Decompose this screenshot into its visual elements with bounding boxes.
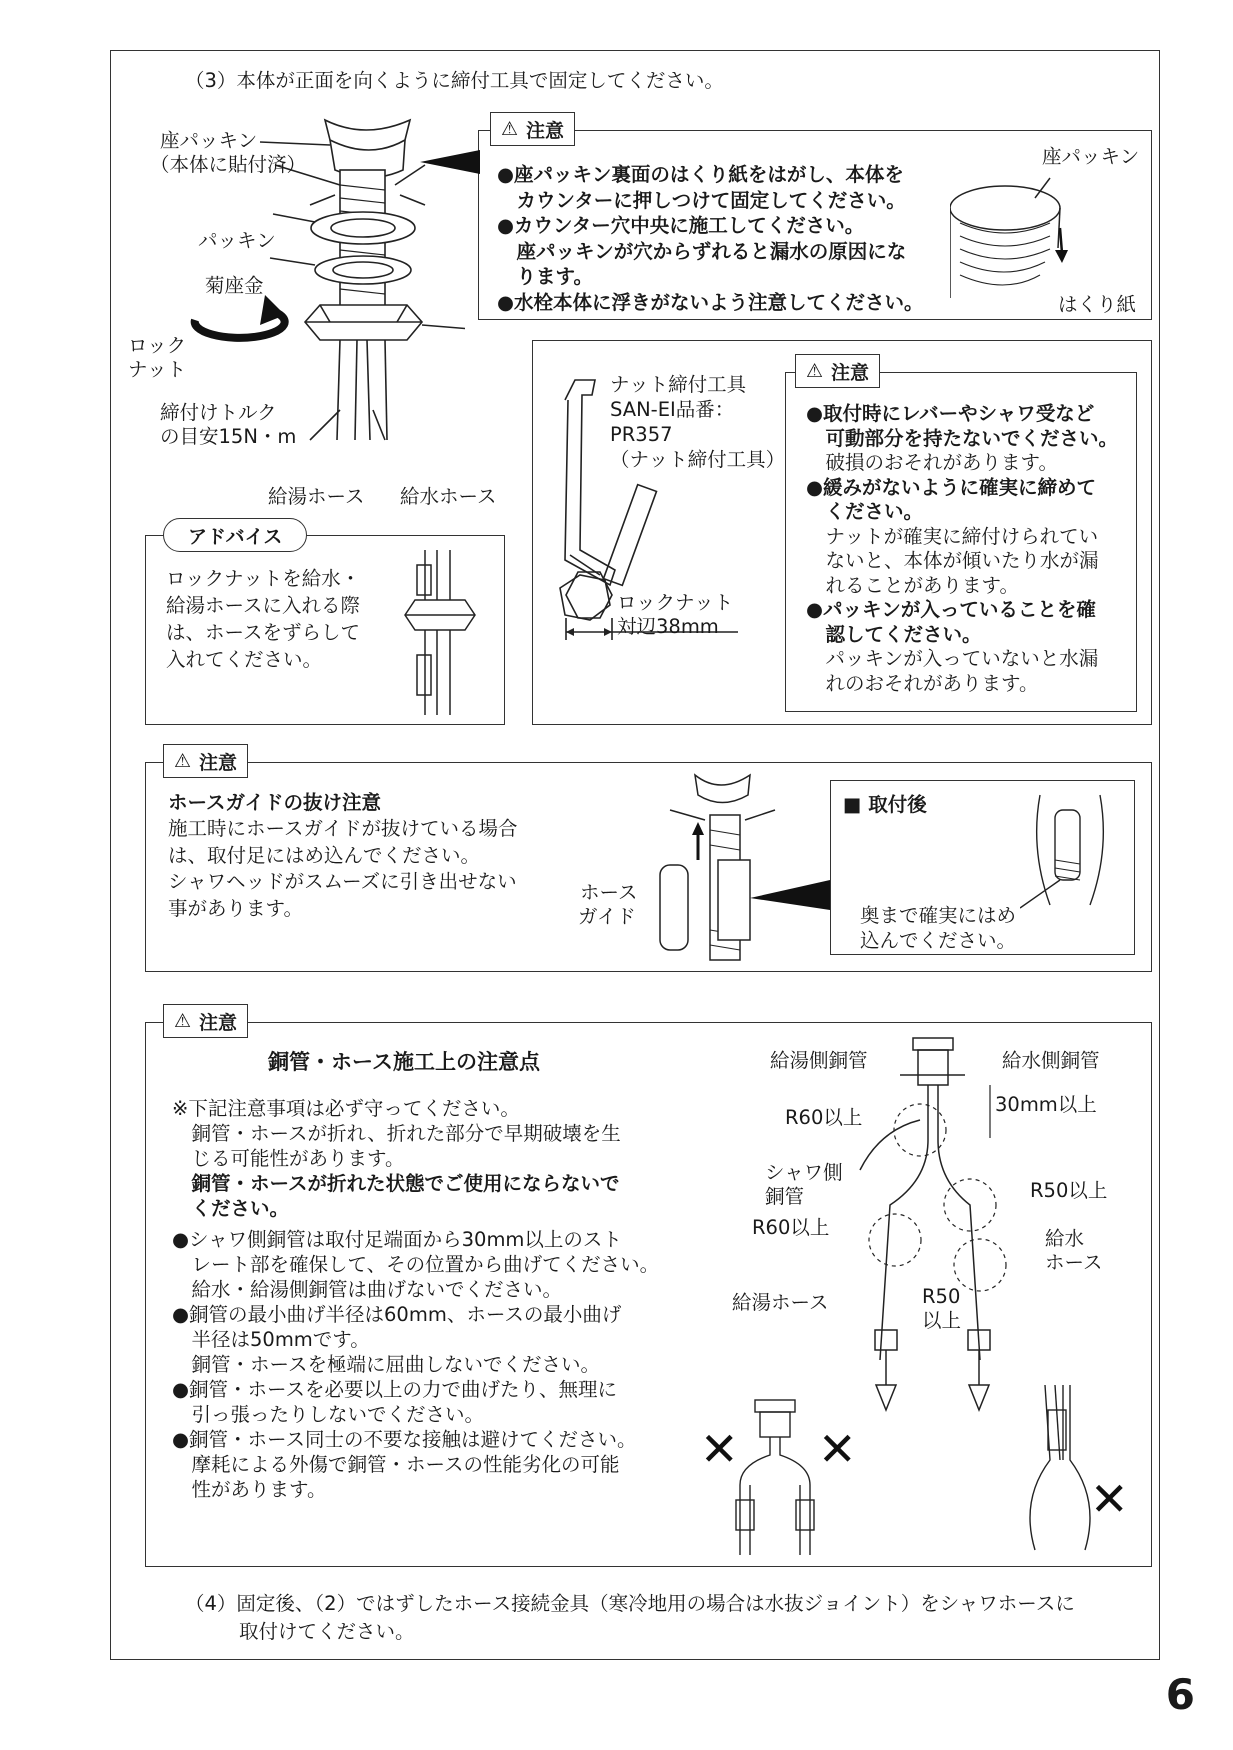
cross-icon: ✕ bbox=[1090, 1472, 1129, 1526]
label-lock-nut-2: ナット bbox=[128, 358, 187, 381]
diag-cold-hose-1: 給水 bbox=[1045, 1227, 1085, 1250]
step3-text: （3）本体が正面を向くように締付工具で固定してください。 bbox=[185, 69, 724, 92]
bad-example-diagram-2 bbox=[1015, 1380, 1140, 1555]
label-packing: パッキン bbox=[198, 229, 276, 252]
diag-cold-hose-2: ホース bbox=[1045, 1251, 1103, 1274]
diag-shower-copper-2: 銅管 bbox=[765, 1185, 805, 1208]
caution2-tag: ⚠ 注意 bbox=[795, 354, 880, 388]
advice-hose-diagram bbox=[395, 545, 495, 720]
caution1-label-release-paper: はくり紙 bbox=[1058, 293, 1137, 316]
warning-icon: ⚠ bbox=[806, 360, 824, 382]
diag-r50-mid-1: R50 bbox=[922, 1285, 961, 1308]
label-za-packing: 座パッキン bbox=[160, 129, 258, 152]
step4-text: （4）固定後、（2）ではずしたホース接続金具（寒冷地用の場合は水抜ジョイント）をシャワホースに 取付けてください。 bbox=[185, 1592, 1075, 1643]
diag-hot-hose: 給湯ホース bbox=[732, 1291, 829, 1314]
hose-guide-diagram bbox=[650, 770, 830, 965]
caution4-tag: ⚠ 注意 bbox=[163, 1004, 248, 1038]
page-number: 6 bbox=[1165, 1670, 1195, 1719]
advice-tag: アドバイス bbox=[163, 518, 307, 552]
tool-text: ナット締付工具 SAN-EI品番： PR357 （ナット締付工具） bbox=[610, 373, 786, 471]
warning-icon: ⚠ bbox=[174, 1010, 192, 1032]
advice-text: ロックナットを給水・ 給湯ホースに入れる際 は、ホースをずらして 入れてください。 bbox=[166, 567, 361, 671]
caution1-label-za-packing: 座パッキン bbox=[1042, 145, 1140, 168]
diag-r50-mid-2: 以上 bbox=[922, 1309, 962, 1332]
tool-locknut-2: 対辺38mm bbox=[617, 615, 719, 638]
diag-r50-right: R50以上 bbox=[1030, 1179, 1108, 1202]
caution1-tag: ⚠ 注意 bbox=[490, 112, 575, 146]
diag-r60-bottom: R60以上 bbox=[752, 1216, 830, 1239]
caution1-pointer bbox=[420, 150, 490, 190]
caution4-text: ※下記注意事項は必ず守ってください。 銅管・ホースが折れ、折れた部分で早期破壊を生 じる可能性があります。 銅管・ホースが折れた状態でご使用にならないで ください。 ●シャワ側銅管は取付足端面から30mm以上のスト レート部を確保して、その位置から曲げてください。 給水・給湯側銅管は曲げないでください。 ●銅管の最小曲げ半径は60mm、ホースの最小曲げ 半径は50mmです。 銅管・ホースを極端に屈曲しないでください。 ●銅管・ホースを必要以上の力で曲げたり、無理に 引っ張ったりしないでください。 ●銅管・ホース同士の不要な接触は避けてください。 摩耗による外傷で銅管・ホースの性能劣化の可能 性があります。 bbox=[172, 1097, 660, 1501]
label-za-packing-sub: （本体に貼付済） bbox=[150, 153, 307, 176]
caution3-hose-guide-2: ガイド bbox=[578, 905, 636, 928]
caution3-heading: ホースガイドの抜け注意 bbox=[168, 791, 381, 814]
caution3-tag: ⚠ 注意 bbox=[163, 744, 248, 778]
diag-cold-copper: 給水側銅管 bbox=[1002, 1049, 1100, 1072]
diag-r60-top: R60以上 bbox=[785, 1106, 863, 1129]
after-text: 奥まで確実にはめ 込んでください。 bbox=[860, 904, 1017, 952]
label-torque-2: の目安15N・m bbox=[160, 425, 297, 448]
after-closeup-diagram bbox=[1020, 790, 1120, 910]
tool-locknut-1: ロックナット bbox=[617, 591, 734, 614]
za-packing-closeup-diagram bbox=[950, 168, 1075, 303]
warning-icon: ⚠ bbox=[501, 118, 519, 140]
diag-min-30: 30mm以上 bbox=[995, 1093, 1097, 1116]
caution2-text: ●取付時にレバーやシャワ受など 可動部分を持たないでください。 破損のおそれがあります。 ●緩みがないように確実に締めて ください。 ナットが確実に締付けられてい ないと、本体が傾いたり水が漏 れることがあります。 ●パッキンが入っていることを確 認してください。 パッキンが入っていないと水漏 れのおそれがあります。 bbox=[806, 402, 1119, 695]
warning-icon: ⚠ bbox=[174, 750, 192, 772]
caution3-text: 施工時にホースガイドが抜けている場合 は、取付足にはめ込んでください。 シャワヘッドがスムーズに引き出せない 事があります。 bbox=[168, 817, 518, 920]
label-cold-hose: 給水ホース bbox=[400, 485, 497, 508]
caution4-heading: 銅管・ホース施工上の注意点 bbox=[268, 1050, 540, 1074]
label-hot-hose: 給湯ホース bbox=[268, 485, 365, 508]
copper-pipe-diagram bbox=[820, 1030, 1020, 1430]
label-lock-nut-1: ロック bbox=[128, 334, 187, 357]
label-torque-1: 締付けトルク bbox=[160, 401, 277, 424]
diag-shower-copper-1: シャワ側 bbox=[765, 1161, 843, 1184]
caution1-text: ●座パッキン裏面のはくり紙をはがし、本体を カウンターに押しつけて固定してください。 ●カウンター穴中央に施工してください。 座パッキンが穴からずれると漏水の原因にな ります。 ●水栓本体に浮きがないよう注意してください。 bbox=[497, 163, 924, 314]
caution3-hose-guide-1: ホース bbox=[580, 881, 638, 904]
cross-icon: ✕ bbox=[818, 1422, 857, 1476]
bad-example-diagram-1 bbox=[700, 1395, 860, 1560]
after-title: ■ 取付後 bbox=[843, 793, 927, 816]
label-kikuzagane: 菊座金 bbox=[205, 274, 264, 297]
cross-icon: ✕ bbox=[700, 1422, 739, 1476]
diag-hot-copper: 給湯側銅管 bbox=[770, 1049, 868, 1072]
